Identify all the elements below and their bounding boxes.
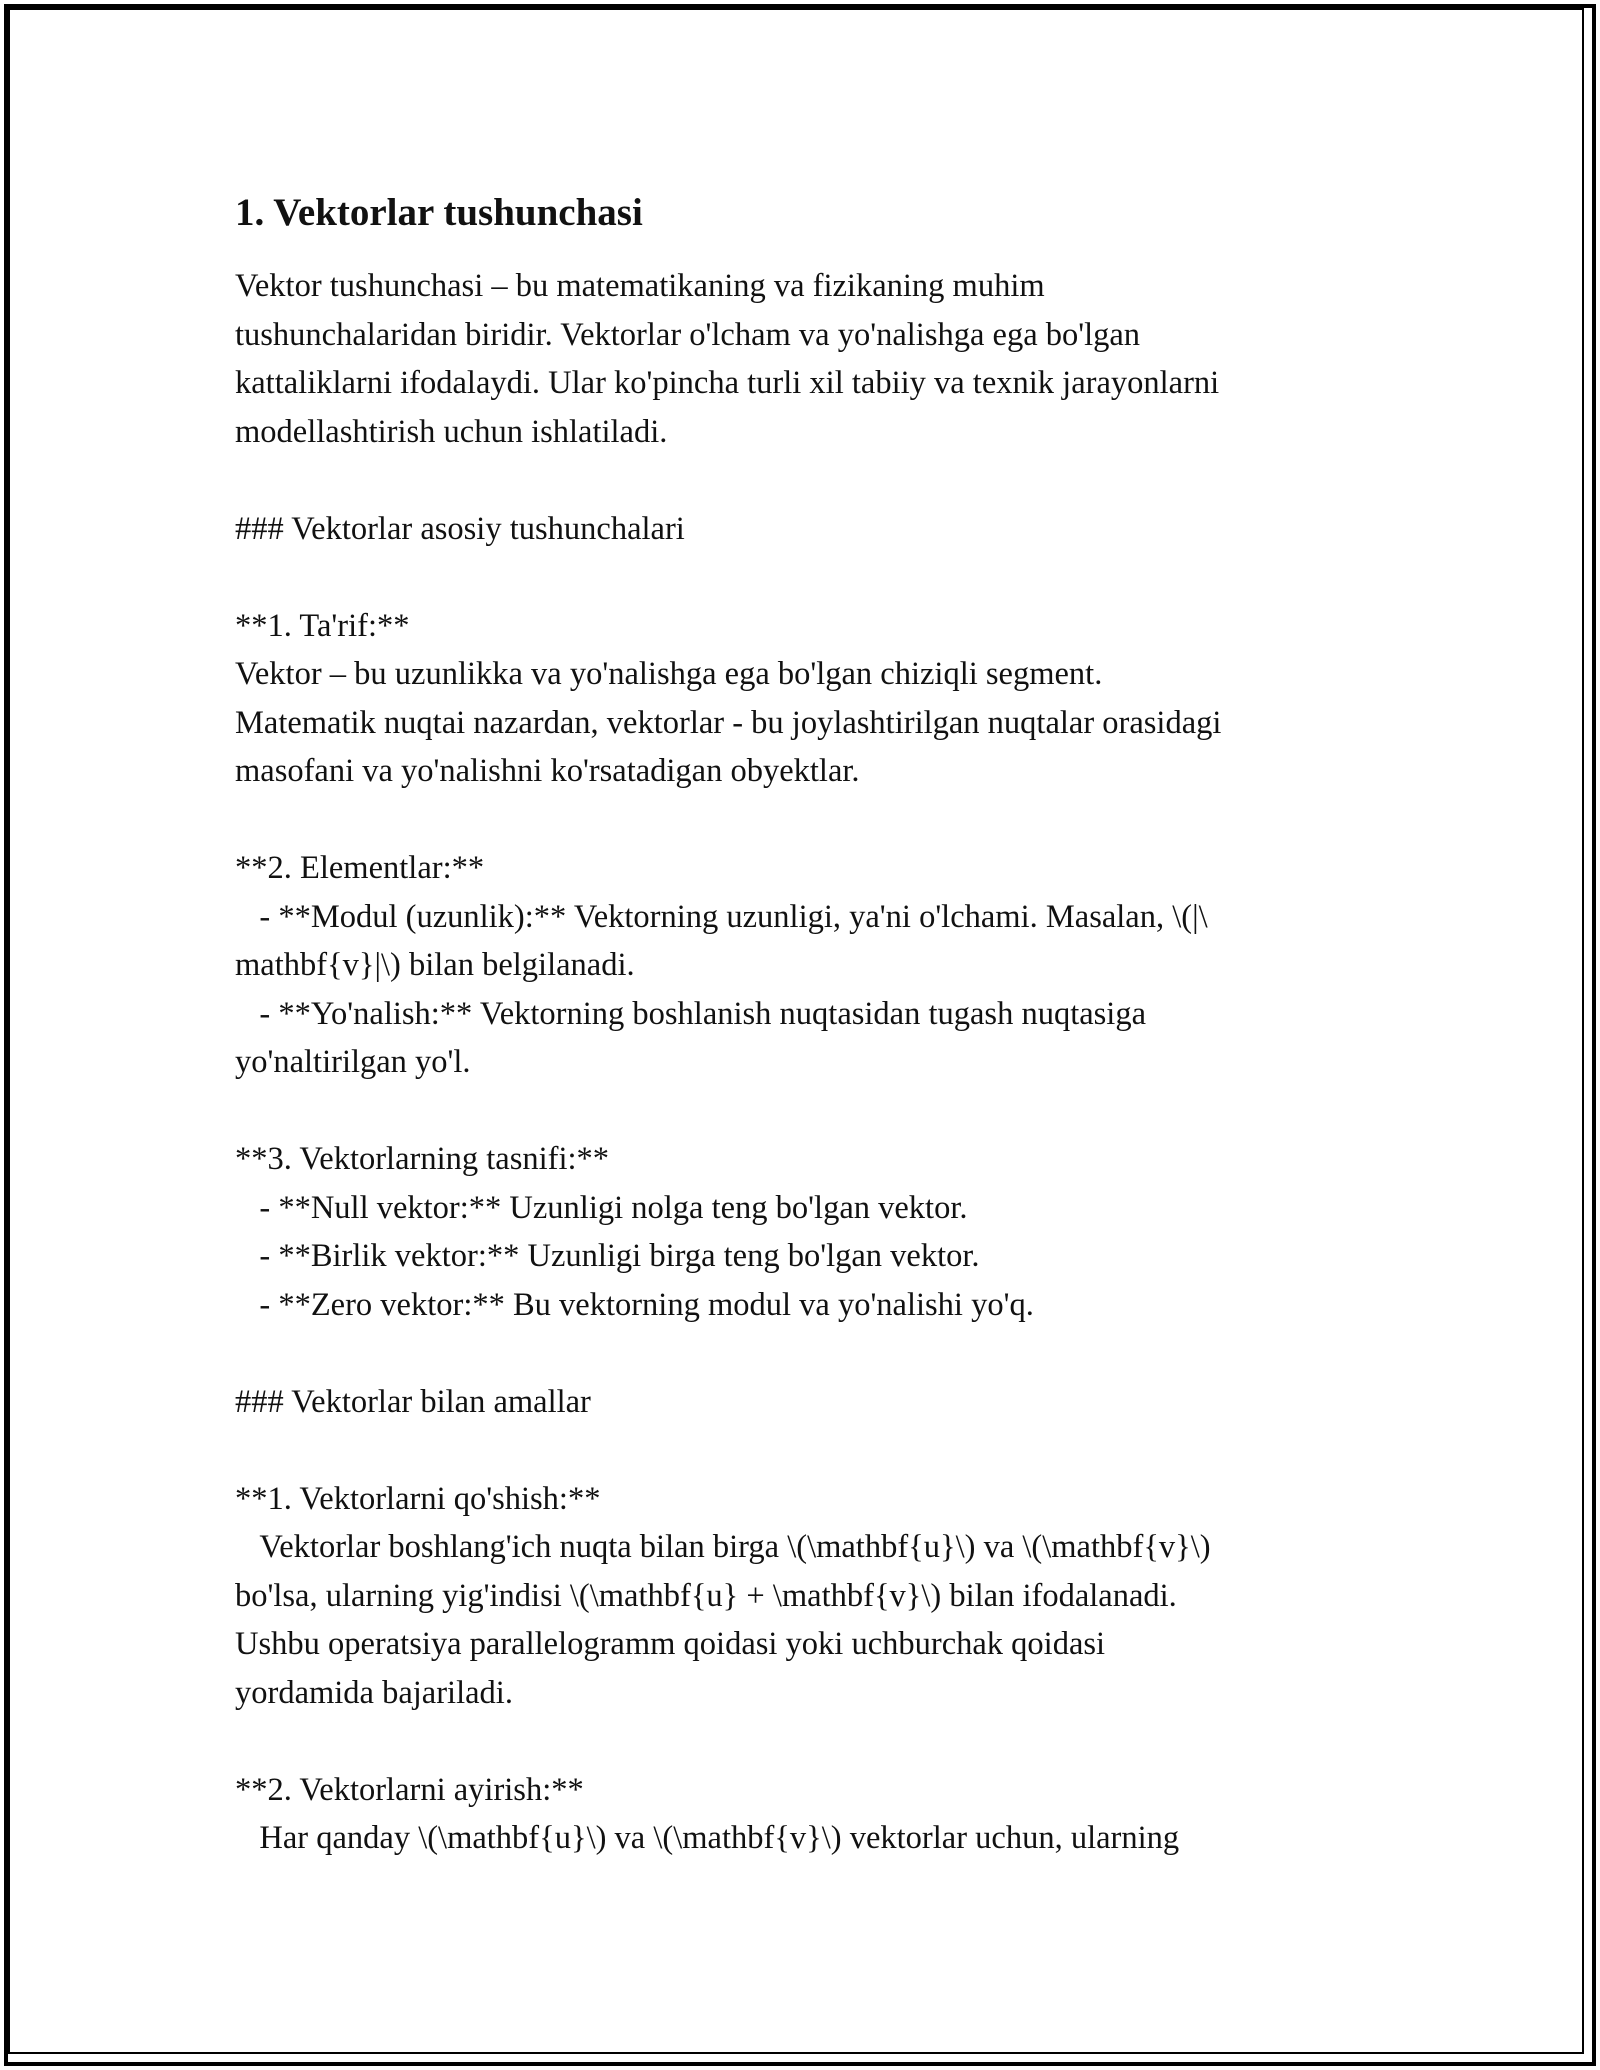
document-page: [235, 186, 1385, 1863]
document-body: Vektor tushunchasi – bu matematikaning va fizikaning muhim tushunchalaridan biridir. Vektorlar o'lcham va yo'nalishga ega bo'lgan kattaliklarni ifodalaydi. Ular ko'pincha turli xil tabiiy va texnik jarayonlarni modellashtirish uchun ishlatiladi. ### Vektorlar asosiy tushunchalari **1. Ta'rif:** Vektor – bu uzunlikka va yo'nalishga ega bo'lgan chiziqli segment. Matematik nuqtai nazardan, vektorlar - bu joylashtirilgan nuqtalar orasidagi masofani va yo'nalishni ko'rsatadigan obyektlar. **2. Elementlar:** - **Modul (uzunlik):** Vektorning uzunligi, ya'ni o'lchami. Masalan, \(|\ mathbf{v}|\) bilan belgilanadi. - **Yo'nalish:** Vektorning boshlanish nuqtasidan tugash nuqtasiga yo'naltirilgan yo'l. **3. Vektorlarning tasnifi:** - **Null vektor:** Uzunligi nolga teng bo'lgan vektor. - **Birlik vektor:** Uzunligi birga teng bo'lgan vektor. - **Zero vektor:** Bu vektorning modul va yo'nalishi yo'q. ### Vektorlar bilan amallar **1. Vektorlarni qo'shish:** Vektorlar boshlang'ich nuqta bilan birga \(\mathbf{u}\) va \(\mathbf{v}\) bo'lsa, ularning yig'indisi \(\mathbf{u} + \mathbf{v}\) bilan ifodalanadi. Ushbu operatsiya parallelogramm qoidasi yoki uchburchak qoidasi yordamida bajariladi. **2. Vektorlarni ayirish:** Har qanday \(\mathbf{u}\) va \(\mathbf{v}\) vektorlar uchun, ularning: [235, 268, 1222, 1856]
page-title: 1. Vektorlar tushunchasi: [235, 191, 643, 234]
